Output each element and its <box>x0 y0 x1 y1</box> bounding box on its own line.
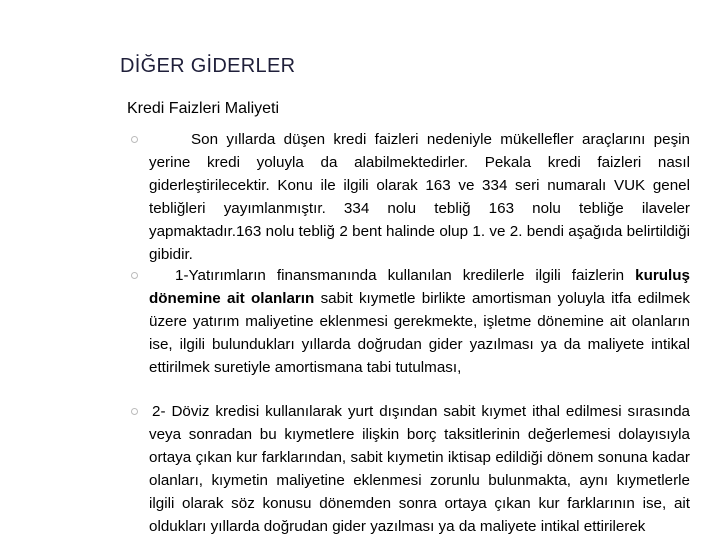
paragraph-item-1-rest: sabit kıymetle birlikte amortisman yoluyla itfa edilmek üzere yatırım maliyetine eklenmesi gerekmekte, işletme dönemine ait olanların ise, ilgili bulundukları yıllarda doğrudan gider yazılması ya da maliyete intikal ettirilmek suretiyle amortismana tabi tutulması, <box>149 290 690 376</box>
bullet-icon <box>131 272 138 279</box>
paragraph-item-1 <box>149 264 690 379</box>
paragraph-intro: Son yıllarda düşen kredi faizleri nedeniyle mükellefler araçlarını peşin yerine kredi yoluyla da alabilmektedirler. Pekala kredi faizleri nasıl giderleştirilecektir. Konu ile ilgili olarak 163 ve 334 seri numaralı VUK genel tebliğleri yayımlanmıştır. 334 nolu tebliğ 163 nolu tebliğe ilaveler yapmaktadır.163 nolu tebliğ 2 bent halinde olup 1. ve 2. bendi aşağıda belirtildiği gibidir. <box>149 131 690 263</box>
slide-title: DİĞER GİDERLER <box>120 55 296 77</box>
paragraph-item-2: 2- Döviz kredisi kullanılarak yurt dışından sabit kıymet ithal edilmesi sırasında veya sonradan bu kıymetlere ilişkin borç taksitlerinin değerlemesi dolayısıyla ortaya çıkan kur farklarından, sabit kıymetin iktisap edildiği dönem sonuna kadar olanları, kıymetin maliyetine eklenmesi zorunlu bulunmakta, aynı kıymetlerle ilgili olarak söz konusu dönemden sonra ortaya çıkan kur farklarının ise, ait oldukları yıllarda doğrudan gider yazılması ya da maliyete intikal ettirilerek <box>149 403 690 535</box>
bullet-icon <box>131 408 138 415</box>
paragraph-item-1-emphasis: kuruluş dönemine ait olanların <box>149 267 690 307</box>
bullet-icon <box>131 136 138 143</box>
paragraph-item-1-text: 1-Yatırımların finansmanında kullanılan kredilerle ilgili faizlerin <box>175 267 636 284</box>
section-subtitle: Kredi Faizleri Maliyeti <box>127 100 280 117</box>
